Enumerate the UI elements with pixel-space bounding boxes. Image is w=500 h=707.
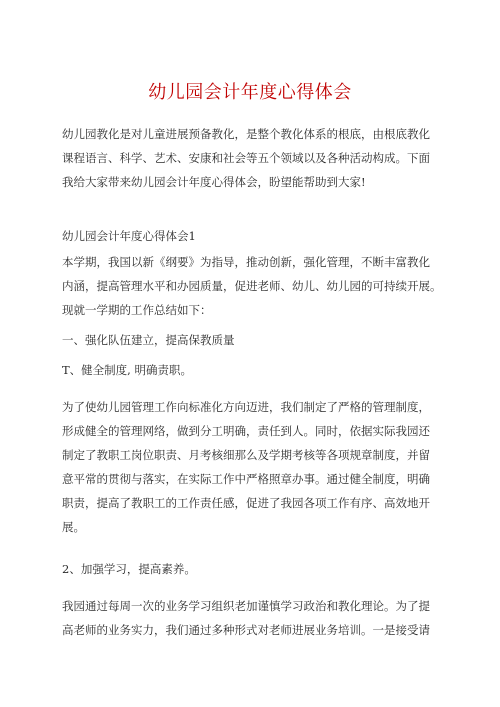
paragraph-line: 为了使幼儿园管理工作向标准化方向迈进，我们制定了严格的管理制度， bbox=[62, 400, 430, 414]
heading-2: T、健全制度, 明确责职。 bbox=[62, 363, 192, 377]
paragraph-2 bbox=[62, 395, 440, 539]
paragraph-line: 制定了教职工岗位职责、月考核细那么及学期考核等各项规章制度，并留 bbox=[62, 448, 430, 462]
document-title: 幼儿园会计年度心得体会 bbox=[148, 82, 352, 103]
paragraph-line: 内涵，提高管理水平和办园质量，促进老师、幼儿、幼儿园的可持续开展。 bbox=[62, 279, 442, 293]
section-title: 幼儿园会计年度心得体会1 bbox=[62, 229, 196, 243]
paragraph-line: 我园通过每周一次的业务学习组织老加谨慎学习政治和教化理论。为了提 bbox=[62, 599, 430, 613]
heading-1: 一、强化队伍建立，提高保教质量 bbox=[62, 333, 235, 347]
paragraph-line: 本学期，我国以新《纲要》为指导，推动创新，强化管理，不断丰富教化 bbox=[62, 255, 430, 269]
paragraph-line: 展。 bbox=[62, 520, 85, 534]
paragraph-line: 高老师的业务实力，我们通过多种形式对老师进展业务培训。一是接受请 bbox=[62, 623, 430, 637]
intro-paragraph bbox=[62, 122, 440, 194]
paragraph-line: 形成健全的管理网络，做到分工明确，责任到人。同时，依据实际我园还 bbox=[62, 424, 430, 438]
paragraph-3 bbox=[62, 594, 440, 642]
intro-line: 幼儿园教化是对儿童进展预备教化，是整个教化体系的根底，由根底教化 bbox=[62, 127, 430, 141]
paragraph-line: 职责，提高了教职工的工作责任感，促进了我园各项工作有序、高效地开 bbox=[62, 496, 430, 510]
intro-line: 我给大家带来幼儿园会计年度心得体会，盼望能帮助到大家! bbox=[62, 175, 366, 189]
paragraph-1 bbox=[62, 250, 440, 322]
heading-3: 2、加强学习，提高素养。 bbox=[62, 562, 196, 576]
paragraph-line: 意平常的贯彻与落实，在实际工作中严格照章办事。通过健全制度，明确 bbox=[62, 472, 430, 486]
intro-line: 课程语言、科学、艺术、安康和社会等五个领域以及各种活动构成。下面 bbox=[62, 151, 430, 165]
paragraph-line: 现就一学期的工作总结如下： bbox=[62, 303, 212, 317]
